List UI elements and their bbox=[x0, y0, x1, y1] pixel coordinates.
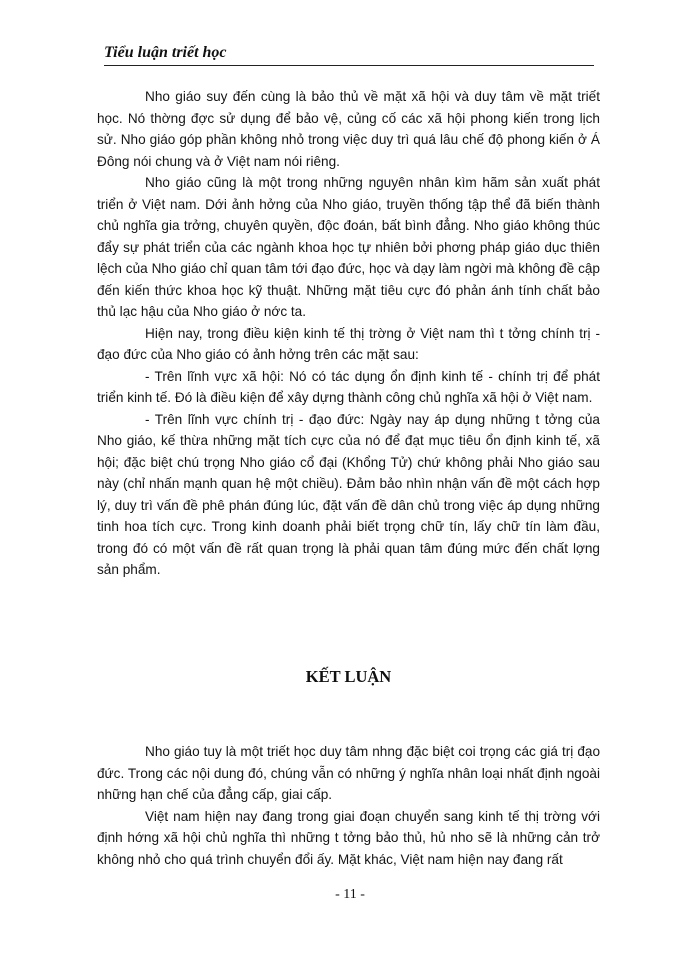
conclusion-paragraph: Nho giáo tuy là một triết học duy tâm nhng đặc biệt coi trọng các giá trị đạo đức. Trong các nội dung đó, chúng vẫn có những ý nghĩa nhân loại nhất định ngoài những hạn chế của đẳng cấp, giai cấp. bbox=[97, 744, 600, 802]
section-heading: KẾT LUẬN bbox=[305, 667, 392, 686]
body-paragraph: - Trên lĩnh vực chính trị - đạo đức: Ngày nay áp dụng những t tởng của Nho giáo, kế thừa những mặt tích cực của nó để đạt mục tiêu ổn định kinh tế, xã hội; đặc biệt chú trọng Nho giáo cổ đại (Khổng Tử) chứ không phải Nho giáo sau này (chỉ nhấn mạnh quan hệ một chiều). Đảm bảo nhìn nhận vấn đề một cách hợp lý, duy trì vấn đề phê phán đúng lúc, đặt vấn đề dân chủ trong việc áp dụng những tinh hoa tích cực. Trong kinh doanh phải biết trọng chữ tín, lấy chữ tín làm đầu, trong đó có một vấn đề rất quan trọng là phải quan tâm đúng mức đến chất lợng sản phẩm. bbox=[97, 411, 600, 577]
conclusion-text bbox=[97, 741, 600, 870]
conclusion-paragraph: Việt nam hiện nay đang trong giai đoạn chuyển sang kinh tế thị trờng với định hớng xã hội chủ nghĩa thì những t tởng bảo thủ, hủ nho sẽ là những cản trở không nhỏ cho quá trình chuyển đổi ấy. Mặt khác, Việt nam hiện nay đang rất bbox=[97, 808, 600, 867]
header-divider bbox=[104, 65, 594, 66]
body-paragraph: Nho giáo cũng là một trong những nguyên nhân kìm hãm sản xuất phát triển ở Việt nam. Dới ảnh hởng của Nho giáo, truyền thống tập thể đã biến thành chủ nghĩa gia trởng, chuyên quyền, độc đoán, bất bình đẳng. Nho giáo không thúc đẩy sự phát triển của các ngành khoa học tự nhiên bởi phơng pháp giáo dục thiên lệch của Nho giáo chỉ quan tâm tới đạo đức, học và dạy làm ngời mà không đề cập đến kiến thức khoa học kỹ thuật. Những mặt tiêu cực đó phản ánh tính chất bảo thủ lạc hậu của Nho giáo ở nớc ta. bbox=[97, 175, 600, 319]
page-number: - 11 - bbox=[335, 887, 365, 902]
body-paragraph: Hiện nay, trong điều kiện kinh tế thị trờng ở Việt nam thì t tởng chính trị - đạo đức của Nho giáo có ảnh hởng trên các mặt sau: bbox=[97, 325, 600, 362]
page-header bbox=[104, 43, 604, 69]
body-paragraph: - Trên lĩnh vực xã hội: Nó có tác dụng ổn định kinh tế - chính trị để phát triển kinh tế. Đó là điều kiện để xây dựng thành công chủ nghĩa xã hội ở Việt nam. bbox=[97, 368, 600, 405]
body-text bbox=[97, 86, 600, 581]
body-paragraph: Nho giáo suy đến cùng là bảo thủ về mặt xã hội và duy tâm về mặt triết học. Nó thờng đợc sử dụng để bảo vệ, củng cố các xã hội phong kiến trong lịch sử. Nho giáo góp phần không nhỏ trong việc duy trì quá lâu chế độ phong kiến ở Á Đông nói chung và ở Việt nam nói riêng. bbox=[97, 89, 600, 169]
header-title: Tiểu luận triết học bbox=[104, 44, 227, 61]
